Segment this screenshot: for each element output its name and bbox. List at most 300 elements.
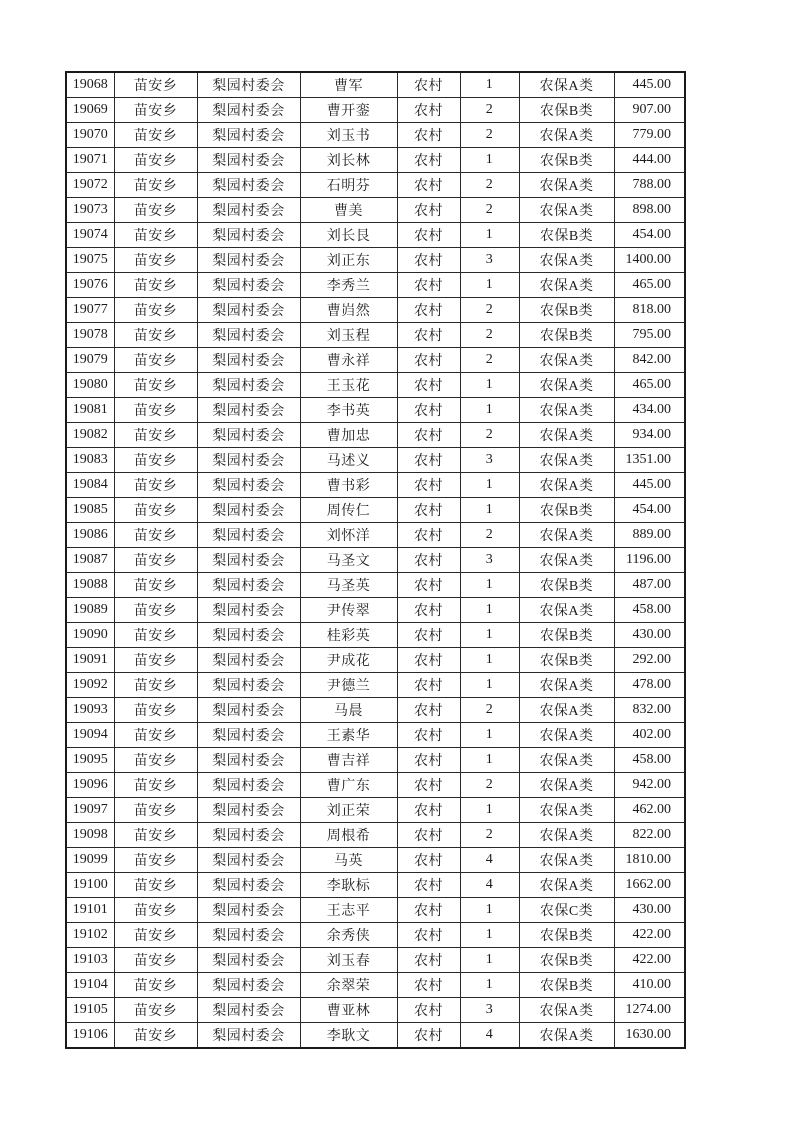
cell-person-count: 1 [460,598,519,623]
table-row [66,723,685,748]
table-row [66,423,685,448]
cell-residence-type: 农村 [397,473,460,498]
cell-record-id: 19092 [66,673,114,698]
cell-record-id: 19095 [66,748,114,773]
cell-person-name: 曹军 [300,72,397,98]
cell-insurance-category: 农保A类 [519,72,614,98]
cell-insurance-category: 农保B类 [519,98,614,123]
cell-amount: 445.00 [614,72,685,98]
cell-residence-type: 农村 [397,998,460,1023]
cell-amount: 842.00 [614,348,685,373]
cell-residence-type: 农村 [397,923,460,948]
cell-insurance-category: 农保B类 [519,948,614,973]
cell-township: 苗安乡 [114,148,197,173]
table-row [66,798,685,823]
cell-township: 苗安乡 [114,623,197,648]
cell-township: 苗安乡 [114,848,197,873]
cell-person-count: 3 [460,998,519,1023]
cell-residence-type: 农村 [397,798,460,823]
cell-village-committee: 梨园村委会 [197,873,300,898]
cell-amount: 465.00 [614,373,685,398]
cell-person-count: 3 [460,248,519,273]
cell-insurance-category: 农保A类 [519,673,614,698]
cell-person-name: 刘长艮 [300,223,397,248]
table-row [66,298,685,323]
cell-village-committee: 梨园村委会 [197,523,300,548]
table-row [66,72,685,98]
cell-person-count: 1 [460,748,519,773]
cell-residence-type: 农村 [397,873,460,898]
cell-amount: 458.00 [614,598,685,623]
cell-record-id: 19082 [66,423,114,448]
cell-township: 苗安乡 [114,773,197,798]
cell-insurance-category: 农保B类 [519,498,614,523]
cell-record-id: 19094 [66,723,114,748]
cell-record-id: 19106 [66,1023,114,1049]
cell-village-committee: 梨园村委会 [197,948,300,973]
cell-record-id: 19083 [66,448,114,473]
cell-person-name: 李书英 [300,398,397,423]
cell-person-name: 李耿文 [300,1023,397,1049]
cell-township: 苗安乡 [114,98,197,123]
cell-insurance-category: 农保C类 [519,898,614,923]
cell-residence-type: 农村 [397,823,460,848]
cell-record-id: 19105 [66,998,114,1023]
cell-amount: 934.00 [614,423,685,448]
cell-person-name: 刘玉书 [300,123,397,148]
cell-residence-type: 农村 [397,148,460,173]
cell-residence-type: 农村 [397,498,460,523]
table-row [66,998,685,1023]
cell-insurance-category: 农保A类 [519,748,614,773]
cell-village-committee: 梨园村委会 [197,998,300,1023]
cell-insurance-category: 农保A类 [519,873,614,898]
table-row [66,873,685,898]
table-row [66,173,685,198]
cell-insurance-category: 农保A类 [519,998,614,1023]
cell-residence-type: 农村 [397,898,460,923]
cell-township: 苗安乡 [114,72,197,98]
cell-village-committee: 梨园村委会 [197,248,300,273]
cell-record-id: 19081 [66,398,114,423]
cell-person-count: 1 [460,723,519,748]
cell-person-count: 2 [460,198,519,223]
cell-person-count: 2 [460,323,519,348]
cell-township: 苗安乡 [114,173,197,198]
cell-township: 苗安乡 [114,523,197,548]
cell-township: 苗安乡 [114,298,197,323]
cell-record-id: 19077 [66,298,114,323]
table-row [66,1023,685,1049]
cell-person-name: 马晨 [300,698,397,723]
table-row [66,448,685,473]
cell-person-count: 1 [460,373,519,398]
cell-person-count: 2 [460,698,519,723]
cell-person-name: 刘长林 [300,148,397,173]
cell-person-name: 曹美 [300,198,397,223]
cell-residence-type: 农村 [397,173,460,198]
cell-person-name: 王志平 [300,898,397,923]
cell-insurance-category: 农保B类 [519,973,614,998]
cell-insurance-category: 农保A类 [519,723,614,748]
cell-township: 苗安乡 [114,723,197,748]
cell-residence-type: 农村 [397,298,460,323]
cell-village-committee: 梨园村委会 [197,748,300,773]
cell-insurance-category: 农保A类 [519,798,614,823]
cell-village-committee: 梨园村委会 [197,148,300,173]
cell-person-name: 桂彩英 [300,623,397,648]
table-row [66,373,685,398]
cell-insurance-category: 农保B类 [519,923,614,948]
cell-amount: 1351.00 [614,448,685,473]
table-row [66,498,685,523]
cell-village-committee: 梨园村委会 [197,273,300,298]
cell-record-id: 19089 [66,598,114,623]
cell-township: 苗安乡 [114,473,197,498]
cell-township: 苗安乡 [114,573,197,598]
cell-amount: 402.00 [614,723,685,748]
table-body [66,72,685,1048]
cell-amount: 454.00 [614,223,685,248]
cell-person-name: 马圣英 [300,573,397,598]
cell-residence-type: 农村 [397,423,460,448]
cell-person-name: 曹开銮 [300,98,397,123]
cell-person-count: 2 [460,523,519,548]
cell-person-count: 1 [460,223,519,248]
cell-insurance-category: 农保B类 [519,573,614,598]
cell-person-name: 马述义 [300,448,397,473]
cell-insurance-category: 农保A类 [519,773,614,798]
benefit-roster-table [65,71,686,1049]
cell-township: 苗安乡 [114,998,197,1023]
cell-village-committee: 梨园村委会 [197,173,300,198]
cell-residence-type: 农村 [397,98,460,123]
cell-amount: 445.00 [614,473,685,498]
cell-insurance-category: 农保A类 [519,273,614,298]
cell-person-name: 曹加忠 [300,423,397,448]
cell-township: 苗安乡 [114,348,197,373]
cell-insurance-category: 农保A类 [519,823,614,848]
table-row [66,523,685,548]
cell-person-name: 马圣文 [300,548,397,573]
cell-person-count: 3 [460,448,519,473]
cell-record-id: 19080 [66,373,114,398]
cell-person-name: 刘正荣 [300,798,397,823]
cell-person-count: 1 [460,798,519,823]
cell-insurance-category: 农保B类 [519,298,614,323]
cell-person-count: 2 [460,98,519,123]
table-row [66,223,685,248]
cell-record-id: 19103 [66,948,114,973]
cell-village-committee: 梨园村委会 [197,598,300,623]
cell-person-count: 4 [460,848,519,873]
cell-residence-type: 农村 [397,673,460,698]
cell-township: 苗安乡 [114,973,197,998]
cell-village-committee: 梨园村委会 [197,423,300,448]
cell-amount: 434.00 [614,398,685,423]
cell-township: 苗安乡 [114,598,197,623]
cell-person-name: 王素华 [300,723,397,748]
cell-amount: 1274.00 [614,998,685,1023]
cell-person-count: 1 [460,148,519,173]
cell-person-name: 曹书彩 [300,473,397,498]
cell-person-count: 2 [460,423,519,448]
cell-township: 苗安乡 [114,198,197,223]
cell-person-name: 余翠荣 [300,973,397,998]
cell-township: 苗安乡 [114,748,197,773]
cell-township: 苗安乡 [114,923,197,948]
cell-person-count: 1 [460,573,519,598]
cell-village-committee: 梨园村委会 [197,498,300,523]
cell-person-name: 曹永祥 [300,348,397,373]
cell-amount: 1400.00 [614,248,685,273]
cell-township: 苗安乡 [114,498,197,523]
cell-amount: 458.00 [614,748,685,773]
cell-record-id: 19079 [66,348,114,373]
cell-person-count: 2 [460,298,519,323]
cell-amount: 1662.00 [614,873,685,898]
cell-record-id: 19096 [66,773,114,798]
table-row [66,748,685,773]
cell-record-id: 19071 [66,148,114,173]
cell-insurance-category: 农保A类 [519,523,614,548]
cell-amount: 478.00 [614,673,685,698]
cell-insurance-category: 农保B类 [519,623,614,648]
cell-record-id: 19104 [66,973,114,998]
cell-amount: 942.00 [614,773,685,798]
cell-residence-type: 农村 [397,448,460,473]
cell-amount: 444.00 [614,148,685,173]
cell-person-name: 尹传翠 [300,598,397,623]
cell-village-committee: 梨园村委会 [197,223,300,248]
cell-record-id: 19090 [66,623,114,648]
table-row [66,898,685,923]
cell-insurance-category: 农保A类 [519,398,614,423]
cell-insurance-category: 农保B类 [519,648,614,673]
table-row [66,398,685,423]
cell-residence-type: 农村 [397,223,460,248]
cell-residence-type: 农村 [397,248,460,273]
cell-township: 苗安乡 [114,873,197,898]
cell-amount: 795.00 [614,323,685,348]
cell-amount: 907.00 [614,98,685,123]
cell-record-id: 19102 [66,923,114,948]
cell-amount: 889.00 [614,523,685,548]
cell-amount: 818.00 [614,298,685,323]
cell-township: 苗安乡 [114,948,197,973]
cell-record-id: 19076 [66,273,114,298]
cell-township: 苗安乡 [114,223,197,248]
cell-person-count: 2 [460,348,519,373]
cell-village-committee: 梨园村委会 [197,823,300,848]
cell-person-count: 1 [460,398,519,423]
cell-person-count: 1 [460,623,519,648]
table-row [66,648,685,673]
cell-village-committee: 梨园村委会 [197,848,300,873]
cell-insurance-category: 农保A类 [519,348,614,373]
cell-person-name: 尹德兰 [300,673,397,698]
cell-residence-type: 农村 [397,698,460,723]
cell-record-id: 19068 [66,72,114,98]
cell-record-id: 19084 [66,473,114,498]
cell-person-name: 曹亚林 [300,998,397,1023]
cell-residence-type: 农村 [397,773,460,798]
table-row [66,248,685,273]
cell-village-committee: 梨园村委会 [197,973,300,998]
cell-village-committee: 梨园村委会 [197,1023,300,1049]
cell-village-committee: 梨园村委会 [197,648,300,673]
cell-amount: 292.00 [614,648,685,673]
table-row [66,473,685,498]
cell-person-count: 1 [460,648,519,673]
cell-village-committee: 梨园村委会 [197,298,300,323]
cell-residence-type: 农村 [397,323,460,348]
cell-person-count: 2 [460,773,519,798]
table-row [66,98,685,123]
cell-person-count: 1 [460,273,519,298]
cell-township: 苗安乡 [114,673,197,698]
cell-person-count: 4 [460,873,519,898]
cell-person-name: 曹吉祥 [300,748,397,773]
table-row [66,823,685,848]
cell-village-committee: 梨园村委会 [197,898,300,923]
cell-amount: 898.00 [614,198,685,223]
cell-township: 苗安乡 [114,898,197,923]
cell-amount: 779.00 [614,123,685,148]
table-row [66,623,685,648]
cell-village-committee: 梨园村委会 [197,698,300,723]
cell-insurance-category: 农保B类 [519,148,614,173]
cell-township: 苗安乡 [114,273,197,298]
cell-record-id: 19085 [66,498,114,523]
cell-village-committee: 梨园村委会 [197,98,300,123]
cell-amount: 465.00 [614,273,685,298]
cell-residence-type: 农村 [397,348,460,373]
cell-residence-type: 农村 [397,123,460,148]
table-row [66,348,685,373]
cell-residence-type: 农村 [397,598,460,623]
cell-person-name: 刘正东 [300,248,397,273]
cell-amount: 430.00 [614,623,685,648]
cell-village-committee: 梨园村委会 [197,473,300,498]
cell-amount: 422.00 [614,923,685,948]
cell-insurance-category: 农保A类 [519,598,614,623]
cell-amount: 454.00 [614,498,685,523]
cell-person-count: 1 [460,72,519,98]
cell-township: 苗安乡 [114,548,197,573]
cell-record-id: 19097 [66,798,114,823]
cell-person-count: 1 [460,923,519,948]
cell-record-id: 19072 [66,173,114,198]
cell-amount: 1630.00 [614,1023,685,1049]
cell-township: 苗安乡 [114,1023,197,1049]
cell-person-count: 1 [460,948,519,973]
cell-township: 苗安乡 [114,448,197,473]
cell-township: 苗安乡 [114,373,197,398]
table-row [66,148,685,173]
cell-village-committee: 梨园村委会 [197,323,300,348]
cell-amount: 822.00 [614,823,685,848]
cell-record-id: 19098 [66,823,114,848]
cell-village-committee: 梨园村委会 [197,623,300,648]
cell-insurance-category: 农保A类 [519,173,614,198]
table-row [66,548,685,573]
cell-person-count: 2 [460,173,519,198]
cell-residence-type: 农村 [397,573,460,598]
cell-residence-type: 农村 [397,623,460,648]
cell-person-name: 周传仁 [300,498,397,523]
cell-insurance-category: 农保A类 [519,848,614,873]
cell-village-committee: 梨园村委会 [197,923,300,948]
cell-person-name: 尹成花 [300,648,397,673]
cell-township: 苗安乡 [114,823,197,848]
cell-record-id: 19075 [66,248,114,273]
cell-person-name: 李耿标 [300,873,397,898]
cell-village-committee: 梨园村委会 [197,123,300,148]
cell-township: 苗安乡 [114,323,197,348]
cell-amount: 410.00 [614,973,685,998]
cell-person-name: 李秀兰 [300,273,397,298]
cell-person-name: 刘怀洋 [300,523,397,548]
cell-insurance-category: 农保A类 [519,473,614,498]
cell-person-name: 刘玉春 [300,948,397,973]
cell-record-id: 19087 [66,548,114,573]
cell-village-committee: 梨园村委会 [197,398,300,423]
cell-insurance-category: 农保A类 [519,373,614,398]
cell-record-id: 19078 [66,323,114,348]
cell-village-committee: 梨园村委会 [197,72,300,98]
cell-person-name: 曹岿然 [300,298,397,323]
cell-insurance-category: 农保A类 [519,548,614,573]
cell-person-count: 1 [460,973,519,998]
cell-person-count: 4 [460,1023,519,1049]
cell-village-committee: 梨园村委会 [197,573,300,598]
cell-township: 苗安乡 [114,398,197,423]
cell-residence-type: 农村 [397,72,460,98]
cell-amount: 430.00 [614,898,685,923]
cell-village-committee: 梨园村委会 [197,673,300,698]
cell-amount: 422.00 [614,948,685,973]
cell-village-committee: 梨园村委会 [197,373,300,398]
cell-residence-type: 农村 [397,273,460,298]
cell-township: 苗安乡 [114,123,197,148]
table-row [66,948,685,973]
cell-insurance-category: 农保A类 [519,448,614,473]
cell-person-name: 刘玉程 [300,323,397,348]
cell-residence-type: 农村 [397,723,460,748]
cell-village-committee: 梨园村委会 [197,348,300,373]
cell-insurance-category: 农保A类 [519,198,614,223]
cell-village-committee: 梨园村委会 [197,723,300,748]
cell-record-id: 19069 [66,98,114,123]
cell-township: 苗安乡 [114,798,197,823]
cell-village-committee: 梨园村委会 [197,798,300,823]
cell-insurance-category: 农保A类 [519,123,614,148]
cell-person-name: 王玉花 [300,373,397,398]
cell-township: 苗安乡 [114,423,197,448]
cell-person-name: 周根希 [300,823,397,848]
cell-person-count: 1 [460,673,519,698]
cell-record-id: 19086 [66,523,114,548]
cell-record-id: 19101 [66,898,114,923]
cell-person-count: 2 [460,823,519,848]
table-row [66,273,685,298]
table-row [66,773,685,798]
cell-person-count: 2 [460,123,519,148]
cell-amount: 487.00 [614,573,685,598]
cell-township: 苗安乡 [114,698,197,723]
table-row [66,698,685,723]
